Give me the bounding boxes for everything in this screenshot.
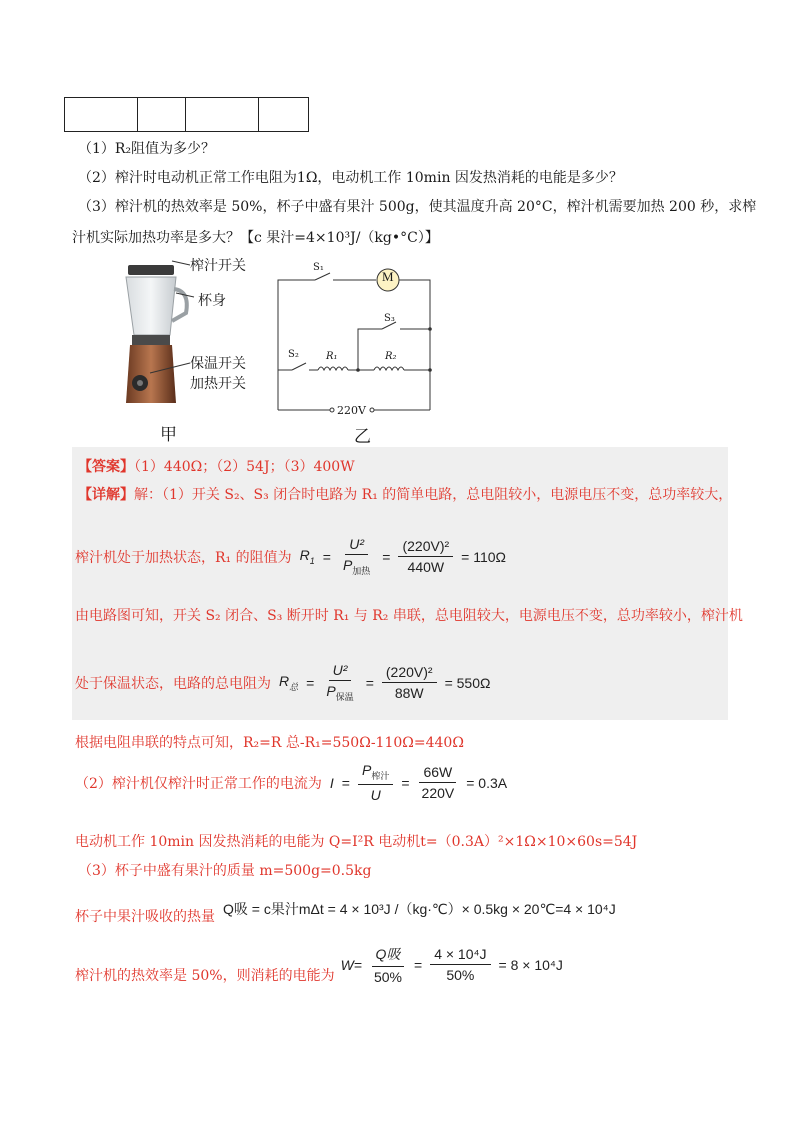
answer-head: 【答案】 (78, 459, 134, 475)
detail-text-6: （2）榨汁机仅榨汁时正常工作的电流为 (75, 775, 322, 792)
detail-text-9: 杯子中果汁吸收的热量 (75, 909, 215, 925)
table-cell (65, 98, 138, 132)
resistor-r2-label: R₂ (385, 351, 397, 362)
detail-line5: 根据电阻串联的特点可知，R₂=R 总-R₁=550Ω-110Ω=440Ω (75, 735, 464, 751)
detail-text-1: 解：（1）开关 S₂、S₃ 闭合时电路为 R₁ 的简单电路，总电阻较小，电源电压不变，总功率较大， (134, 487, 733, 503)
detail-text-10: 榨汁机的热效率是 50%，则消耗的电能为 (75, 967, 335, 984)
motor-label: M (382, 269, 394, 284)
figure-label-jia: 甲 (160, 425, 177, 445)
table-cell (259, 98, 309, 132)
question-3-line1: （3）榨汁机的热效率是 50%，杯子中盛有果汁 500g，使其温度升高 20°C，榨汁机需要加热 200 秒，求榨 (78, 199, 757, 215)
switch-s1-label: S₁ (313, 262, 324, 273)
label-cup: 杯身 (198, 293, 226, 309)
circuit-diagram (270, 255, 440, 420)
detail-text-2: 榨汁机处于加热状态，R₁ 的阻值为 (75, 549, 292, 566)
equation-energy: W= $\frac{\text{Q吸}}{50\%}$ = $\frac{\text{4 × 10⁴J}}{50\%}$ = 8 × 10⁴J (340, 946, 563, 985)
equation-heat: Q吸 = c果汁mΔt = 4 × 10³J /（kg·℃）× 0.5kg × 20℃=4 × 10⁴J (223, 901, 616, 917)
answer-text: （1）440Ω；（2）54J；（3）400W (134, 459, 355, 475)
equation-r1: $R_1$ = $\frac{\text{U²}}{P_{加热}}$ = $\frac{\text{(220V)²}}{440W}$ = 110Ω (299, 536, 507, 576)
voltage-label: 220V (337, 404, 366, 417)
question-2: （2）榨汁时电动机正常工作电阻为1Ω，电动机工作 10min 因发热消耗的电能是多少？ (78, 170, 623, 186)
detail-line2 (75, 536, 506, 577)
label-heat: 加热开关 (190, 376, 246, 392)
detail-text-4: 处于保温状态，电路的总电阻为 (75, 675, 271, 692)
equation-r-total: $R_总$ = $\frac{\text{U²}}{P_{保温}}$ = $\frac{\text{(220V)²}}{88W}$ = 550Ω (279, 662, 491, 702)
figure-label-yi: 乙 (354, 427, 371, 447)
label-keep-warm: 保温开关 (190, 356, 246, 372)
detail-line9 (75, 892, 616, 926)
switch-s2-label: S₂ (288, 349, 299, 360)
question-3-line2: 汁机实际加热功率是多大？【c 果汁=4×10³J/（kg•°C）】 (72, 230, 439, 246)
table-cell (186, 98, 259, 132)
detail-line3: 由电路图可知，开关 S₂ 闭合、S₃ 断开时 R₁ 与 R₂ 串联，总电阻较大，电源电压不变，总功率较小，榨汁机 (75, 608, 743, 624)
table-cell (138, 98, 186, 132)
top-table (64, 97, 309, 132)
detail-line4 (75, 662, 490, 703)
answer-line (78, 456, 355, 476)
detail-line8: （3）杯子中盛有果汁的质量 m=500g=0.5kg (78, 863, 372, 879)
equation-current: I = $\frac{P_{榨汁}}{U}$ = $\frac{66W}{220V}$ = 0.3A (329, 762, 508, 803)
switch-s3-label: S₃ (384, 313, 395, 324)
detail-line7: 电动机工作 10min 因发热消耗的电能为 Q=I²R 电动机t=（0.3A）²×1Ω×10×60s=54J (75, 834, 638, 850)
detail-line10 (75, 944, 563, 985)
label-juice-switch: 榨汁开关 (190, 258, 246, 274)
detail-line1 (78, 484, 732, 504)
resistor-r1-label: R₁ (326, 351, 338, 362)
question-1: （1）R₂阻值为多少？ (78, 141, 216, 157)
detail-line6 (75, 762, 507, 803)
detail-head: 【详解】 (78, 487, 134, 503)
